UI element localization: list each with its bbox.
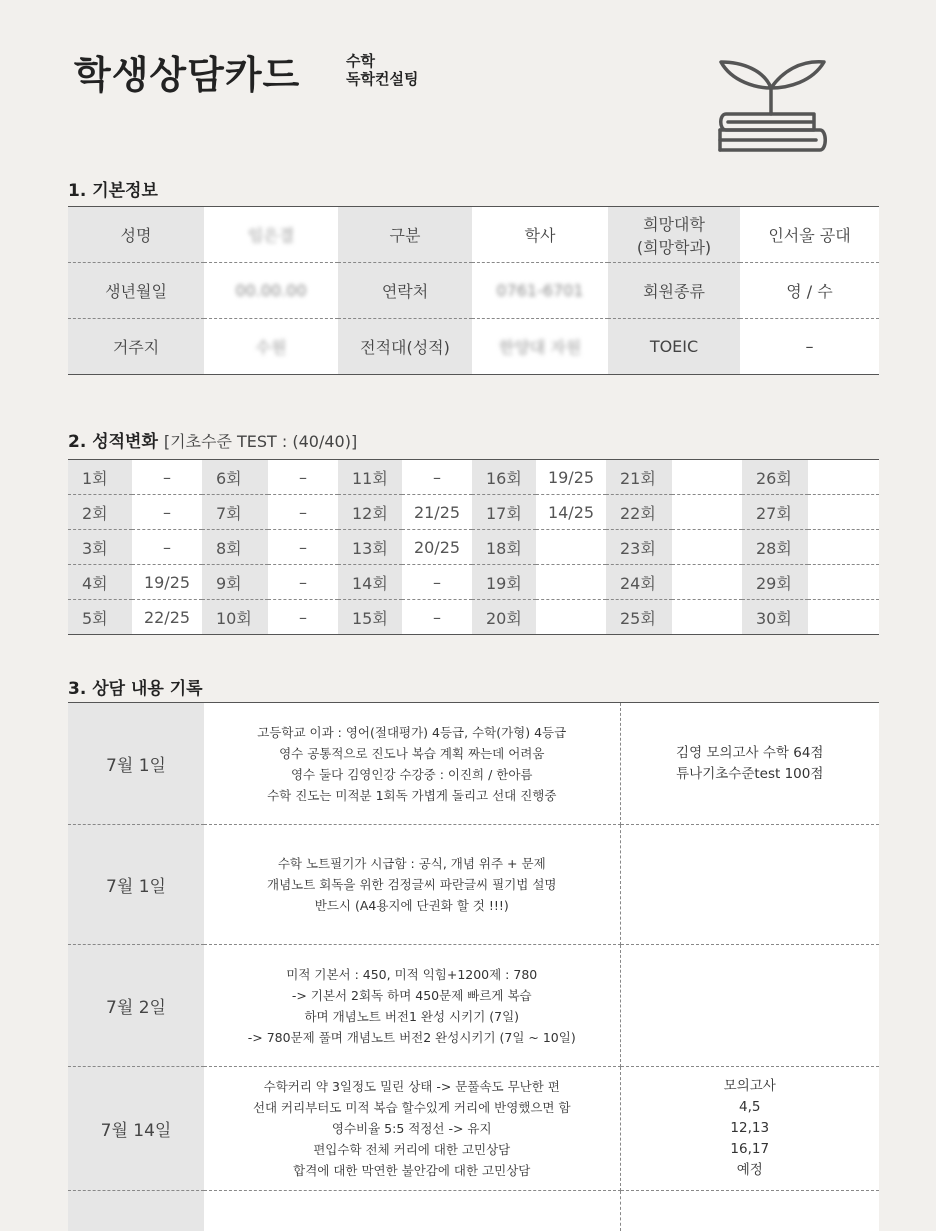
record-content	[204, 945, 620, 1067]
record-note	[620, 1067, 879, 1191]
grade-round: 28회	[742, 530, 808, 565]
grade-round: 26회	[742, 460, 808, 495]
grade-score: 22/25	[132, 600, 202, 635]
grade-round: 7회	[202, 495, 268, 530]
grade-score	[672, 600, 742, 635]
subtitle-line-1: 수학	[346, 52, 375, 70]
grade-round: 27회	[742, 495, 808, 530]
label-target-university-line2: (희망학과)	[636, 237, 712, 257]
record-note-line: 12,13	[730, 1120, 770, 1136]
grade-round: 16회	[472, 460, 536, 495]
grade-score: 20/25	[402, 530, 472, 565]
grade-round: 6회	[202, 460, 268, 495]
record-note	[620, 1191, 879, 1231]
section-grades-heading	[68, 427, 357, 452]
value-toeic: –	[740, 319, 879, 375]
grade-score	[672, 460, 742, 495]
grade-score	[672, 530, 742, 565]
value-contact: 0761-6701	[496, 281, 584, 300]
grade-score	[672, 495, 742, 530]
grade-score	[808, 495, 879, 530]
grade-round: 8회	[202, 530, 268, 565]
basic-info-table	[68, 206, 879, 375]
grade-score: –	[402, 565, 472, 600]
record-date: 7월 1일	[68, 703, 204, 825]
grade-score: 19/25	[536, 460, 606, 495]
grade-round: 22회	[606, 495, 672, 530]
grade-round: 5회	[68, 600, 132, 635]
label-name: 성명	[68, 207, 204, 263]
record-content-line: 수학커리 약 3일정도 밀린 상태 -> 문풀속도 무난한 편	[263, 1079, 560, 1094]
grade-round: 17회	[472, 495, 536, 530]
grade-round: 15회	[338, 600, 402, 635]
record-note-line: 모의고사	[723, 1078, 776, 1094]
record-date: 7월 1일	[68, 825, 204, 945]
record-date: 7월 2일	[68, 945, 204, 1067]
record-content-line: 편입수학 전체 커리에 대한 고민상담	[313, 1142, 511, 1157]
record-content-line: 합격에 대한 막연한 불안감에 대한 고민상담	[293, 1163, 531, 1178]
record-note-line: 튜나기초수준test 100점	[676, 765, 824, 782]
grade-score	[536, 530, 606, 565]
grade-score: –	[402, 600, 472, 635]
record-note-line: 예정	[736, 1162, 763, 1178]
grade-round: 23회	[606, 530, 672, 565]
grade-score: –	[268, 530, 338, 565]
grade-round: 20회	[472, 600, 536, 635]
record-content-line: 영수 둘다 김영인강 수강중 : 이진희 / 한아름	[290, 766, 533, 782]
section-grades-note: [기초수준 TEST : (40/40)]	[163, 432, 358, 451]
value-name: 임은결	[247, 226, 295, 245]
grade-round: 13회	[338, 530, 402, 565]
grade-round: 11회	[338, 460, 402, 495]
grade-round: 19회	[472, 565, 536, 600]
label-member-type: 회원종류	[608, 263, 740, 319]
grades-table	[68, 459, 879, 635]
section-grades-title: 2. 성적변화	[68, 432, 158, 452]
grade-score: –	[268, 495, 338, 530]
basic-row	[68, 319, 879, 375]
grade-score	[536, 600, 606, 635]
grade-score	[808, 530, 879, 565]
plant-on-books-icon	[712, 52, 830, 164]
value-birthdate: 00.00.00	[235, 281, 307, 300]
record-content-line: 미적 기본서 : 450, 미적 익힘+1200제 : 780	[286, 966, 538, 982]
grades-row	[68, 460, 879, 495]
grade-round: 14회	[338, 565, 402, 600]
label-contact: 연락처	[338, 263, 472, 319]
grade-score	[536, 565, 606, 600]
record-row	[68, 825, 879, 945]
grade-score	[808, 565, 879, 600]
record-note	[620, 703, 879, 825]
record-content-line: 개념노트 회독을 위한 검정글씨 파란글씨 필기법 설명	[267, 877, 557, 892]
grade-score	[808, 460, 879, 495]
label-previous-school: 전적대(성적)	[338, 319, 472, 375]
grade-round: 1회	[68, 460, 132, 495]
basic-row	[68, 263, 879, 319]
record-content-line: 수학 진도는 미적분 1회독 가볍게 돌리고 선대 진행중	[267, 787, 557, 803]
page-subtitle	[346, 52, 418, 88]
records-table	[68, 702, 879, 1231]
record-content-line: 반드시 (A4용지에 단권화 할 것 !!!)	[314, 898, 509, 913]
subtitle-line-2: 독학컨설팅	[346, 70, 419, 88]
grade-round: 3회	[68, 530, 132, 565]
label-residence: 거주지	[68, 319, 204, 375]
grade-round: 29회	[742, 565, 808, 600]
grades-row	[68, 530, 879, 565]
record-content	[204, 1067, 620, 1191]
value-category: 학사	[472, 207, 608, 263]
grades-row	[68, 565, 879, 600]
record-note-line: 16,17	[730, 1141, 770, 1157]
section-basic-heading: 1. 기본정보	[68, 181, 158, 201]
record-row	[68, 703, 879, 825]
grade-round: 2회	[68, 495, 132, 530]
grade-round: 18회	[472, 530, 536, 565]
grade-round: 10회	[202, 600, 268, 635]
record-content-line: -> 기본서 2회독 하며 450문제 빠르게 복습	[291, 987, 532, 1003]
grade-round: 30회	[742, 600, 808, 635]
grade-score: –	[132, 495, 202, 530]
grade-score: –	[268, 460, 338, 495]
record-note-line: 김영 모의고사 수학 64점	[676, 744, 824, 761]
grades-row	[68, 495, 879, 530]
page-title: 학생상담카드	[74, 53, 301, 97]
grade-round: 24회	[606, 565, 672, 600]
record-row	[68, 945, 879, 1067]
record-note	[620, 945, 879, 1067]
record-content-line: 영수비율 5:5 적정선 -> 유지	[331, 1121, 492, 1136]
record-date: 7월 14일	[68, 1067, 204, 1191]
grade-score: 21/25	[402, 495, 472, 530]
grade-round: 4회	[68, 565, 132, 600]
grade-score: –	[402, 460, 472, 495]
record-content-line: 수학 노트필기가 시급함 : 공식, 개념 위주 + 문제	[277, 856, 546, 871]
label-target-university-line1: 희망대학	[643, 214, 705, 234]
grade-score: –	[268, 565, 338, 600]
value-previous-school: 한양대 자원	[498, 338, 582, 357]
record-content	[204, 703, 620, 825]
record-content-line: -> 780문제 풀며 개념노트 버전2 완성시키기 (7일 ~ 10일)	[247, 1029, 576, 1045]
grade-score: –	[132, 460, 202, 495]
grade-round: 21회	[606, 460, 672, 495]
record-content-line: 영수 공통적으로 진도나 복습 계획 짜는데 어려움	[279, 745, 545, 761]
record-note	[620, 825, 879, 945]
section-records-heading: 3. 상담 내용 기록	[68, 679, 203, 699]
record-date	[68, 1191, 204, 1231]
label-target-university	[608, 207, 740, 263]
value-target-university: 인서울 공대	[740, 207, 879, 263]
grade-round: 25회	[606, 600, 672, 635]
grade-score	[808, 600, 879, 635]
grade-score: –	[132, 530, 202, 565]
grade-score	[672, 565, 742, 600]
record-content-line: 고등학교 이과 : 영어(절대평가) 4등급, 수학(가형) 4등급	[257, 724, 567, 740]
grade-round: 12회	[338, 495, 402, 530]
grade-round: 9회	[202, 565, 268, 600]
grade-score: –	[268, 600, 338, 635]
record-row	[68, 1191, 879, 1231]
record-content	[204, 825, 620, 945]
grade-score: 14/25	[536, 495, 606, 530]
grade-score: 19/25	[132, 565, 202, 600]
label-category: 구분	[338, 207, 472, 263]
grades-row	[68, 600, 879, 635]
record-note-line: 4,5	[739, 1099, 761, 1115]
value-residence: 수원	[255, 338, 287, 357]
label-toeic: TOEIC	[608, 319, 740, 375]
record-content	[204, 1191, 620, 1231]
value-member-type: 영 / 수	[740, 263, 879, 319]
record-content-line: 선대 커리부터도 미적 복습 할수있게 커리에 반영했으면 함	[252, 1100, 571, 1115]
label-birthdate: 생년월일	[68, 263, 204, 319]
record-content-line: 하며 개념노트 버전1 완성 시키기 (7일)	[304, 1008, 520, 1024]
record-row	[68, 1067, 879, 1191]
basic-row	[68, 207, 879, 263]
